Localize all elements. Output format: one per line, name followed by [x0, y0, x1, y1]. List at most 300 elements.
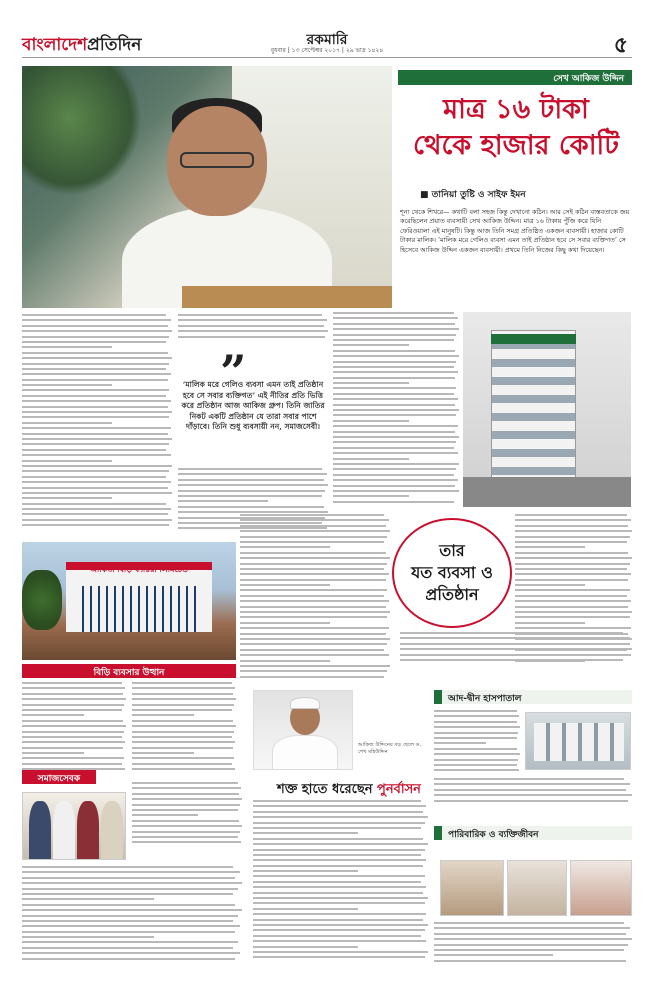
intro-paragraph: শূন্য থেকে শিখরে— কথাটি বলা সহজ কিন্তু দেখানো কঠিন। আর সেই কঠিন বাস্তবতাকে জয় করেছিলেন প্রয়াত ব্যবসায়ী সেখ আকিজ উদ্দিন। মাত্র ১৬ টাকায় পুঁজি করে যিনি ফেরিওয়ালা এই মানুষটি। কিন্তু আজ তিনি সমগ্র প্রতিষ্ঠিত একজন ব্যবসায়ী। হাজার কোটি টাকার মালিক। ‘মালিক মরে গেলিও ব্যবসা এমন তাই প্রতিষ্ঠান হবে সে সবার ব্যক্তিগত’ সে হিসেবে আকিজ উদ্দিন একজন ব্যবসায়ী। প্রথমে তিনি নিজের কিছু কথা দিয়েছেন।	[400, 208, 630, 254]
text-line	[253, 946, 358, 948]
text-line	[434, 764, 517, 766]
text-line	[333, 334, 456, 336]
text-line	[240, 670, 387, 672]
text-line	[253, 892, 423, 894]
text-line	[333, 431, 455, 433]
biri-text-col-2	[132, 682, 236, 778]
text-line	[333, 420, 409, 422]
text-line	[434, 753, 520, 755]
text-line	[22, 882, 242, 884]
text-line	[132, 763, 232, 765]
text-line	[22, 400, 171, 402]
text-line	[132, 809, 238, 811]
text-line	[333, 371, 458, 373]
family-photo-3	[570, 860, 632, 916]
text-line	[22, 725, 126, 727]
text-line	[333, 387, 456, 389]
text-line	[253, 805, 426, 807]
text-line	[22, 433, 168, 435]
text-line	[132, 704, 234, 706]
text-line	[434, 759, 518, 761]
text-line	[253, 822, 425, 824]
text-line	[515, 589, 630, 591]
text-line	[132, 804, 240, 806]
text-line	[240, 579, 386, 581]
text-line	[434, 742, 486, 744]
text-line	[22, 319, 171, 321]
text-line	[22, 720, 123, 722]
text-line	[240, 536, 387, 538]
text-line	[22, 503, 166, 505]
text-line	[333, 404, 455, 406]
text-line	[22, 411, 172, 413]
text-line	[515, 568, 627, 570]
text-line	[253, 929, 425, 931]
text-line	[253, 800, 421, 802]
text-line	[132, 782, 238, 784]
text-line	[253, 881, 421, 883]
text-line	[22, 379, 168, 381]
text-line	[132, 841, 241, 843]
text-line	[22, 704, 124, 706]
factory-sign: আকিজ বিড়ি ফ্যাক্টরী লিমিটেড	[90, 565, 188, 574]
text-line	[178, 468, 322, 470]
subject-name-bar: সেখ আকিজ উদ্দিন	[398, 70, 632, 85]
text-line	[515, 573, 631, 575]
text-line	[434, 954, 553, 956]
rehab-heading: শক্ত হাতে ধরেছেন পুনর্বাসন	[277, 782, 421, 797]
text-line	[400, 637, 630, 639]
text-line	[240, 606, 386, 608]
text-line	[22, 709, 122, 711]
text-line	[253, 832, 358, 834]
body-column-4	[240, 514, 390, 682]
text-line	[22, 898, 154, 900]
body-column-1	[22, 314, 172, 534]
text-line	[22, 416, 169, 418]
text-line	[253, 843, 428, 845]
business-heading: তার যত ব্যবসা ও প্রতিষ্ঠান	[411, 541, 493, 604]
text-line	[132, 787, 241, 789]
text-line	[333, 344, 409, 346]
text-line	[434, 715, 519, 717]
text-line	[22, 443, 169, 445]
head-office-photo	[463, 312, 631, 507]
text-line	[22, 687, 125, 689]
text-line	[22, 698, 126, 700]
text-line	[132, 741, 235, 743]
text-line	[333, 361, 456, 363]
text-line	[22, 693, 123, 695]
text-line	[333, 414, 456, 416]
text-line	[333, 490, 459, 492]
text-line	[22, 519, 172, 521]
text-line	[333, 398, 458, 400]
text-line	[333, 339, 454, 341]
text-line	[22, 460, 112, 462]
text-line	[333, 366, 454, 368]
text-line	[434, 732, 518, 734]
text-line	[515, 541, 627, 543]
text-line	[132, 731, 234, 733]
text-line	[132, 709, 232, 711]
text-line	[22, 888, 238, 890]
newspaper-logo[interactable]: বাংলাদেশপ্রতিদিন	[22, 35, 142, 55]
text-line	[253, 859, 426, 861]
text-line	[434, 949, 624, 951]
text-line	[22, 947, 233, 949]
portrait-caption: আকিজ উদ্দিনের বড় ছেলে ড. শেখ মহিউদ্দিন	[358, 742, 422, 755]
text-line	[515, 584, 585, 586]
text-line	[22, 925, 240, 927]
text-line	[333, 474, 454, 476]
text-line	[253, 924, 428, 926]
text-line	[240, 638, 390, 640]
text-line	[515, 563, 630, 565]
text-line	[178, 479, 324, 481]
text-line	[132, 682, 232, 684]
text-line	[22, 508, 171, 510]
text-line	[132, 814, 198, 816]
text-line	[515, 536, 630, 538]
text-line	[22, 893, 233, 895]
text-line	[434, 783, 630, 785]
text-line	[333, 479, 458, 481]
text-line	[132, 714, 194, 716]
text-line	[22, 357, 172, 359]
text-line	[240, 676, 384, 678]
text-line	[515, 530, 632, 532]
text-line	[333, 323, 455, 325]
text-line	[22, 427, 171, 429]
text-line	[400, 643, 625, 645]
text-line	[515, 600, 631, 602]
hero-photo	[22, 66, 392, 308]
text-line	[515, 525, 628, 527]
son-portrait	[253, 690, 353, 770]
text-line	[178, 314, 322, 316]
text-line	[400, 648, 632, 650]
text-line	[22, 920, 233, 922]
text-line	[333, 377, 455, 379]
body-column-5b	[400, 632, 632, 668]
text-line	[515, 616, 630, 618]
text-line	[434, 769, 519, 771]
text-line	[333, 355, 459, 357]
text-line	[434, 922, 624, 924]
text-line	[515, 606, 628, 608]
text-line	[240, 665, 390, 667]
text-line	[22, 741, 125, 743]
text-line	[240, 660, 330, 662]
social-text-bottom	[22, 866, 242, 966]
text-line	[240, 600, 389, 602]
text-line	[22, 736, 122, 738]
text-line	[178, 490, 325, 492]
text-line	[22, 763, 122, 765]
text-line	[434, 789, 626, 791]
text-line	[22, 936, 154, 938]
text-line	[240, 519, 389, 521]
text-line	[22, 346, 112, 348]
text-line	[434, 944, 628, 946]
text-line	[434, 748, 517, 750]
text-line	[515, 552, 628, 554]
text-line	[434, 778, 624, 780]
text-line	[515, 514, 627, 516]
text-line	[22, 524, 169, 526]
text-line	[132, 747, 233, 749]
text-line	[240, 584, 330, 586]
text-line	[22, 752, 84, 754]
factory-photo	[22, 542, 236, 660]
text-line	[22, 363, 169, 365]
social-photo	[22, 792, 126, 860]
text-line	[240, 633, 386, 635]
text-line	[434, 927, 630, 929]
text-line	[240, 627, 389, 629]
text-line	[22, 352, 168, 354]
text-line	[178, 325, 324, 327]
text-line	[253, 951, 428, 953]
text-line	[253, 919, 423, 921]
text-line	[240, 649, 384, 651]
text-line	[132, 820, 239, 822]
pull-quote: ‘মালিক মরে গেলিও ব্যবসা এমন তাই প্রতিষ্ঠান হবে সে সবার ব্যক্তিগত’ এই নীতির প্রতি ভিত্তি করে প্রতিষ্ঠান আজ আকিজ গ্রুপ। তিনি জাতির নিকট একটি প্রতিষ্ঠান যে তারা সবার পাশে দাঁড়াবে। তিনি শুধু ব্যবসায়ী নন, সমাজসেবী।	[181, 380, 325, 431]
text-line	[178, 511, 328, 513]
text-line	[253, 854, 421, 856]
text-line	[240, 552, 386, 554]
family-text	[434, 922, 632, 968]
text-line	[22, 368, 166, 370]
text-line	[178, 336, 325, 338]
text-line	[333, 441, 456, 443]
issue-date: বুধবার | ১৩ সেপ্টেম্বর ২০১৭ | ২৯ ভাদ্র ১৪২৪	[270, 47, 384, 54]
text-line	[240, 573, 389, 575]
text-line	[22, 336, 169, 338]
text-line	[333, 393, 454, 395]
text-line	[400, 632, 623, 634]
text-line	[240, 525, 386, 527]
text-line	[253, 956, 425, 958]
text-line	[515, 519, 631, 521]
page-header	[22, 28, 632, 58]
text-line	[22, 314, 166, 316]
text-line	[22, 389, 169, 391]
text-line	[132, 825, 242, 827]
biri-section-bar: বিড়ি ব্যবসার উত্থান	[22, 664, 236, 678]
text-line	[253, 875, 425, 877]
body-column-2	[178, 314, 328, 344]
text-line	[515, 546, 585, 548]
social-section-bar: সমাজসেবক	[22, 770, 96, 784]
text-line	[22, 373, 171, 375]
text-line	[240, 616, 387, 618]
text-line	[434, 721, 517, 723]
hospital-section-bar: আদ-দ্বীন হাসপাতাল	[434, 690, 632, 704]
text-line	[132, 768, 235, 770]
text-line	[240, 563, 387, 565]
text-line	[22, 497, 112, 499]
text-line	[22, 952, 240, 954]
text-line	[333, 468, 456, 470]
text-line	[434, 710, 517, 712]
text-line	[22, 341, 166, 343]
text-line	[22, 731, 124, 733]
page-number: ৫	[613, 33, 628, 58]
feature-headline: মাত্র ১৬ টাকা থেকে হাজার কোটি	[413, 94, 619, 161]
text-line	[22, 904, 235, 906]
text-line	[434, 726, 520, 728]
text-line	[240, 568, 384, 570]
text-line	[333, 463, 459, 465]
text-line	[333, 458, 409, 460]
text-line	[22, 958, 235, 960]
text-line	[178, 330, 328, 332]
text-line	[178, 484, 328, 486]
text-line	[22, 909, 242, 911]
text-line	[22, 866, 233, 868]
text-line	[132, 757, 234, 759]
text-line	[240, 546, 330, 548]
text-line	[240, 557, 390, 559]
family-photo-1	[440, 860, 504, 916]
text-line	[253, 902, 425, 904]
text-line	[333, 436, 459, 438]
text-line	[333, 425, 458, 427]
text-line	[240, 654, 389, 656]
text-line	[22, 325, 168, 327]
text-line	[240, 541, 384, 543]
text-line	[22, 330, 172, 332]
text-line	[240, 514, 384, 516]
text-line	[240, 595, 384, 597]
text-line	[132, 720, 233, 722]
text-line	[515, 595, 627, 597]
text-line	[434, 800, 628, 802]
text-line	[253, 940, 426, 942]
text-line	[434, 737, 517, 739]
text-line	[132, 698, 236, 700]
text-line	[178, 506, 324, 508]
text-line	[434, 933, 626, 935]
text-line	[22, 395, 166, 397]
text-line	[22, 422, 112, 424]
text-line	[333, 409, 459, 411]
text-line	[253, 913, 426, 915]
text-line	[333, 382, 409, 384]
text-line	[240, 643, 387, 645]
text-line	[515, 622, 585, 624]
text-line	[333, 495, 409, 497]
text-line	[22, 931, 235, 933]
hospital-text-2	[434, 778, 632, 808]
text-line	[22, 449, 166, 451]
text-line	[333, 452, 458, 454]
text-line	[132, 793, 239, 795]
text-line	[22, 492, 172, 494]
text-line	[333, 447, 454, 449]
text-line	[253, 908, 358, 910]
text-line	[434, 938, 632, 940]
text-line	[22, 747, 123, 749]
text-line	[22, 476, 166, 478]
family-photo-2	[507, 860, 567, 916]
text-line	[240, 530, 390, 532]
text-line	[132, 798, 242, 800]
text-line	[240, 611, 390, 613]
text-line	[253, 870, 358, 872]
text-line	[253, 838, 423, 840]
text-line	[132, 836, 238, 838]
rehab-text	[253, 800, 428, 966]
text-line	[22, 465, 172, 467]
text-line	[515, 611, 632, 613]
text-line	[434, 794, 632, 796]
text-line	[22, 487, 168, 489]
text-line	[240, 589, 387, 591]
byline: ■ তানিয়া তুষ্টি ও সাইফ ইমন	[420, 190, 526, 200]
text-line	[515, 579, 628, 581]
text-line	[22, 406, 168, 408]
text-line	[253, 811, 423, 813]
text-line	[253, 827, 421, 829]
text-line	[253, 886, 426, 888]
text-line	[178, 500, 268, 502]
text-line	[253, 935, 421, 937]
text-line	[132, 752, 194, 754]
hospital-text	[434, 710, 520, 776]
text-line	[400, 654, 627, 656]
text-line	[132, 687, 235, 689]
text-line	[22, 915, 238, 917]
text-line	[253, 865, 423, 867]
text-line	[333, 501, 454, 503]
text-line	[333, 317, 458, 319]
text-line	[253, 849, 425, 851]
family-section-bar: পারিবারিক ও ব্যক্তিজীবন	[434, 826, 632, 840]
text-line	[333, 350, 455, 352]
text-line	[22, 470, 169, 472]
text-line	[132, 736, 232, 738]
text-line	[253, 816, 428, 818]
text-line	[333, 485, 455, 487]
text-line	[515, 557, 632, 559]
body-column-3	[333, 312, 459, 510]
hospital-photo	[525, 712, 631, 770]
text-line	[400, 659, 623, 661]
social-text	[132, 782, 242, 852]
section-title: রকমারি	[306, 32, 348, 48]
text-line	[333, 312, 454, 314]
text-line	[22, 871, 240, 873]
text-line	[22, 384, 112, 386]
text-line	[434, 960, 626, 962]
text-line	[22, 757, 124, 759]
text-line	[132, 831, 240, 833]
text-line	[333, 328, 459, 330]
text-line	[22, 481, 171, 483]
text-line	[22, 438, 172, 440]
text-line	[240, 622, 330, 624]
text-line	[132, 725, 236, 727]
text-line	[22, 454, 171, 456]
text-line	[178, 473, 327, 475]
text-line	[22, 877, 235, 879]
biri-text-col-1	[22, 682, 126, 778]
text-line	[22, 714, 84, 716]
quote-mark: ”	[220, 345, 247, 399]
